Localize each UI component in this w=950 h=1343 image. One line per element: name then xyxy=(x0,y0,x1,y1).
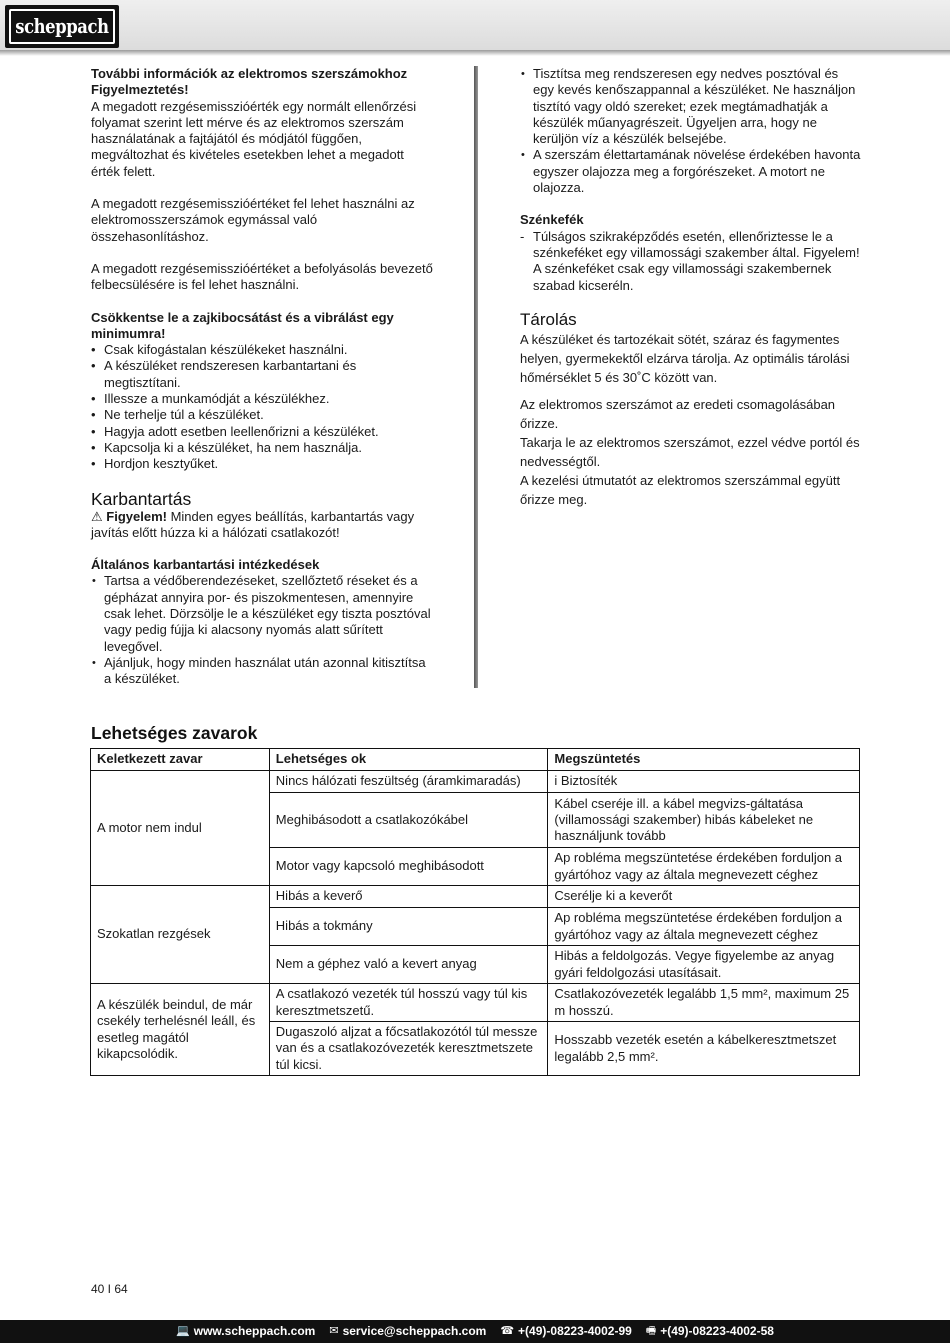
brand-logo-frame xyxy=(9,9,115,44)
maintenance-title: Karbantartás xyxy=(91,488,192,509)
cause-cell: Nincs hálózati feszültség (áramkimaradás) xyxy=(269,771,548,793)
column-header-cause: Lehetséges ok xyxy=(269,749,548,771)
header-shadow xyxy=(0,50,950,56)
info-title: További információk az elektromos szerszámokhoz xyxy=(91,66,408,81)
vibration-paragraph-3: A megadott rezgésemisszióértéket a befolyásolás bevezető felbecsülésére is fel lehet használni. xyxy=(91,260,433,293)
footer-web-text: www.scheppach.com xyxy=(193,1324,316,1339)
page-number: 40 I 64 xyxy=(91,1282,128,1296)
remedy-cell: Cserélje ki a keverőt xyxy=(548,886,860,908)
troubleshooting-title: Lehetséges zavarok xyxy=(91,723,258,743)
list-item: • A szerszám élettartamának növelése érdekében havonta egyszer olajozza meg a forgórészeket. A motort ne olajozza. xyxy=(520,147,862,196)
storage-title: Tárolás xyxy=(520,309,577,329)
attention-text: Minden egyes beállítás, karbantartás vagy javítás előtt húzza ki a hálózati csatlakozót! xyxy=(91,508,415,540)
column-header-remedy: Megszüntetés xyxy=(548,749,860,771)
remedy-cell: i Biztosíték xyxy=(548,771,860,793)
list-item: • Tisztítsa meg rendszeresen egy nedves posztóval és egy kevés kenőszappannal a készüléket. Ne használjon tisztító vagy oldó szereket; ezek megtámadhatják a készülék műanyagrészeit. Ügyeljen arra, hogy ne kerüljön víz a készülék belsejébe. xyxy=(520,66,862,147)
cause-cell: Motor vagy kapcsoló meghibásodott xyxy=(269,848,548,886)
storage-paragraph-3: Takarja le az elektromos szerszámot, ezzel védve portól és nedvességtől. xyxy=(520,434,860,469)
troubleshooting-table xyxy=(90,748,860,1076)
footer-fax xyxy=(646,1323,774,1339)
table-row xyxy=(91,984,860,1022)
column-header-fault: Keletkezett zavar xyxy=(91,749,270,771)
fault-cell: A készülék beindul, de már csekély terhelésnél leáll, és esetleg magától kikapcsolódik. xyxy=(91,984,270,1076)
general-maintenance-list xyxy=(91,573,436,687)
warning-triangle-icon: ⚠ xyxy=(91,508,103,524)
table-row xyxy=(91,771,860,793)
cause-cell: Nem a géphez való a kevert anyag xyxy=(269,946,548,984)
computer-icon: 💻 xyxy=(176,1325,190,1338)
storage-paragraph-1: A készüléket és tartozékait sötét, száraz és fagymentes helyen, gyermekektől elzárva tárolja. Az optimális tárolási hőmérséklet 5 és 30˚C között van. xyxy=(520,331,850,385)
list-item: • A készüléket rendszeresen karbantartani és megtisztítani. xyxy=(91,358,436,391)
cause-cell: Meghibásodott a csatlakozókábel xyxy=(269,793,548,848)
brushes-list xyxy=(520,229,862,294)
storage-paragraph-4: A kezelési útmutatót az elektromos szerszámmal együtt őrizze meg. xyxy=(520,472,841,507)
list-item: • Hagyja adott esetben leellenőrizni a készüléket. xyxy=(91,424,436,440)
footer-web[interactable] xyxy=(176,1323,315,1339)
storage-paragraph-2: Az elektromos szerszámot az eredeti csomagolásában őrizze. xyxy=(520,396,836,431)
brushes-title: Szénkefék xyxy=(520,212,584,228)
cause-cell: Hibás a keverő xyxy=(269,886,548,908)
remedy-cell: Kábel cseréje ill. a kábel megvizs-gáltatása (villamossági szakember) hibás kábeleket ne használjunk tovább xyxy=(548,793,860,848)
fax-icon: 🖷 xyxy=(645,1325,657,1338)
fault-cell: A motor nem indul xyxy=(91,771,270,886)
reduce-list xyxy=(91,342,436,472)
envelope-icon: ✉ xyxy=(329,1325,339,1338)
footer-bar xyxy=(0,1320,950,1343)
vibration-paragraph-2: A megadott rezgésemisszióértéket fel lehet használni az elektromosszerszámok egymással való összehasonlításhoz. xyxy=(91,196,415,244)
list-item: • Csak kifogástalan készülékeket használni. xyxy=(91,342,436,358)
phone-icon: ☎ xyxy=(500,1325,515,1338)
footer-email-text: service@scheppach.com xyxy=(342,1324,487,1339)
remedy-cell: Hosszabb vezeték esetén a kábelkeresztmetszet legalább 2,5 mm². xyxy=(548,1022,860,1076)
remedy-cell: Ap robléma megszüntetése érdekében forduljon a gyártóhoz vagy az általa megnevezett céghez xyxy=(548,848,860,886)
list-item: • Ajánljuk, hogy minden használat után azonnal kitisztítsa a készüléket. xyxy=(91,655,436,688)
footer-fax-text: +(49)-08223-4002-58 xyxy=(660,1324,774,1339)
attention-paragraph xyxy=(91,509,436,542)
list-item: • Ne terhelje túl a készüléket. xyxy=(91,407,436,423)
list-item: • Kapcsolja ki a készüléket, ha nem használja. xyxy=(91,440,436,456)
cause-cell: Dugaszoló aljzat a főcsatlakozótól túl messze van és a csatlakozóvezeték keresztmetszete túl kicsi. xyxy=(269,1022,548,1076)
footer-phone xyxy=(500,1323,631,1339)
brand-logo-text: scheppach xyxy=(15,14,109,39)
left-column xyxy=(91,66,436,688)
attention-label: Figyelem! xyxy=(106,508,167,524)
reduce-title: Csökkentse le a zajkibocsátást és a vibrálást egy minimumra! xyxy=(91,309,394,341)
list-item: • Tartsa a védőberendezéseket, szellőztető réseket és a gépházat annyira por- és piszokmentesen, amennyire csak lehet. Dörzsölje le a készüléket egy tiszta posztóval vagy pedig fújja ki alacsony nyomás alatt sűrített levegővel. xyxy=(91,573,436,654)
footer-email[interactable] xyxy=(329,1323,486,1339)
cause-cell: Hibás a tokmány xyxy=(269,908,548,946)
general-maintenance-title: Általános karbantartási intézkedések xyxy=(91,557,320,573)
table-row xyxy=(91,886,860,908)
list-item: • Illessze a munkamódját a készülékhez. xyxy=(91,391,436,407)
storage-section xyxy=(520,330,862,509)
warning-label: Figyelmeztetés! xyxy=(91,82,189,98)
right-column xyxy=(520,66,862,509)
remedy-cell: Ap robléma megszüntetése érdekében forduljon a gyártóhoz vagy az általa megnevezett céghez xyxy=(548,908,860,946)
list-item: • Hordjon kesztyűket. xyxy=(91,456,436,472)
remedy-cell: Hibás a feldolgozás. Vegye figyelembe az anyag gyári feldolgozási utasításait. xyxy=(548,946,860,984)
footer-phone-text: +(49)-08223-4002-99 xyxy=(518,1324,632,1339)
cause-cell: A csatlakozó vezeték túl hosszú vagy túl kis keresztmetszetű. xyxy=(269,984,548,1022)
table-header-row xyxy=(91,749,860,771)
brand-logo xyxy=(5,5,119,48)
header-band xyxy=(0,0,950,50)
vibration-paragraph-1: A megadott rezgésemisszióérték egy normált ellenőrzési folyamat szerint lett mérve és az elektromos szerszám használatának a fajtájától és módjától függően, megváltozhat és kivételes esetekben lehet a megadott érték felett. xyxy=(91,98,417,179)
remedy-cell: Csatlakozóvezeték legalább 1,5 mm², maximum 25 m hosszú. xyxy=(548,984,860,1022)
fault-cell: Szokatlan rezgések xyxy=(91,886,270,984)
cleaning-list xyxy=(520,66,862,196)
column-divider xyxy=(474,66,478,688)
list-item: - Túlságos szikraképződés esetén, ellenőriztesse le a szénkeféket egy villamossági szakember által. Figyelem! A szénkeféket csak egy villamossági szakembernek szabad kicseréln. xyxy=(520,229,862,294)
